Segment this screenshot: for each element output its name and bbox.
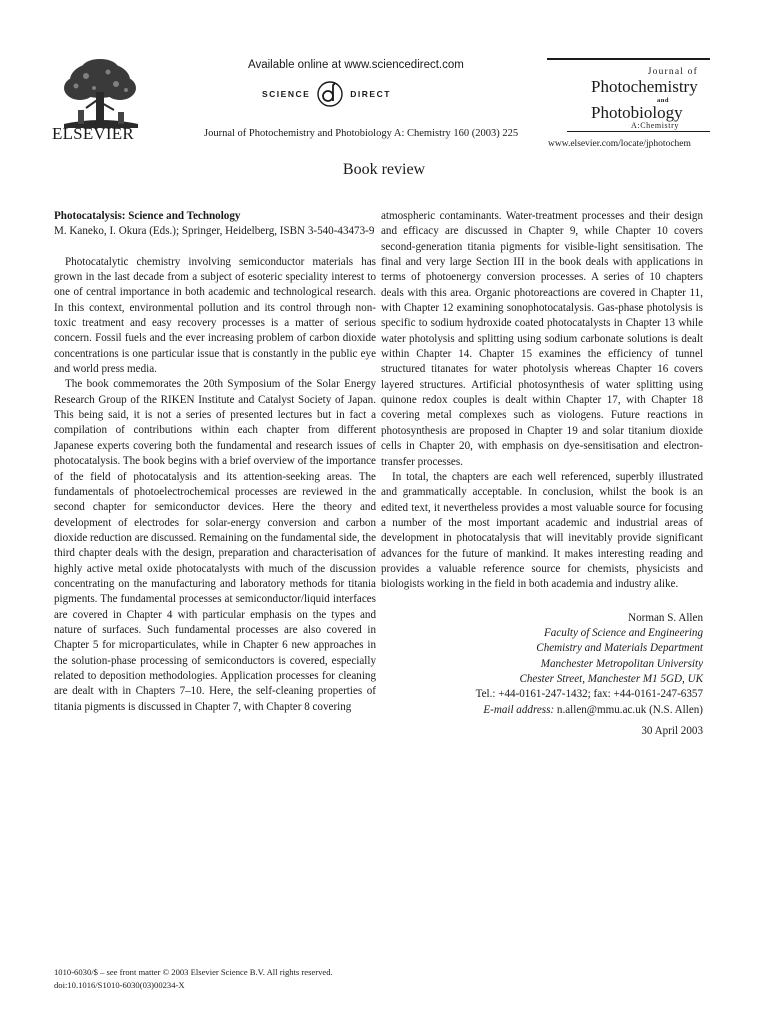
footer — [54, 966, 333, 992]
sciencedirect-left-text: SCIENCE — [262, 89, 311, 99]
author-phone: Tel.: +44-0161-247-1432; fax: +44-0161-247-6357 — [475, 688, 703, 701]
right-column — [381, 209, 703, 739]
author-address: Chester Street, Manchester M1 5GD, UK — [519, 672, 703, 685]
journal-logo-line1: Journal of — [647, 67, 698, 77]
journal-citation: Journal of Photochemistry and Photobiology A: Chemistry 160 (2003) 225 — [204, 128, 519, 139]
available-online-text: Available online at www.sciencedirect.com — [248, 59, 464, 71]
footer-doi: doi:10.1016/S1010-6030(03)00234-X — [54, 980, 185, 990]
left-column — [54, 209, 376, 715]
author-faculty: Faculty of Science and Engineering — [544, 626, 703, 639]
sciencedirect-d-icon — [316, 80, 344, 108]
sciencedirect-logo — [262, 80, 391, 108]
journal-logo-line2: Photochemistry — [591, 77, 698, 96]
author-email-line — [381, 703, 703, 718]
review-paragraph-2-part-a: The book commemorates the 20th Symposium of the Solar Energy Research Group of the RIKEN Institute and Catalyst Society of Japan. This being said, it is not a series of presented lectures but in fact a compilation of contributions within each chapter from different Japanese experts covering both the fundamental and research issues of photocatalysis. The book begins with a brief overview of the importance of the field of photocatalysis and its attention-seeking areas. The fundamentals of photoelectrochemical processes are reviewed in the second chapter for semiconductor devices. Here the theory and development of electrodes for solar-energy conversion and carbon dioxide reduction are discussed. Remaining on the fundamental side, the third chapter deals with the design, preparation and characterisation of highly active metal oxide photocatalysts with much of the discussion concentrating on the manufacturing and laboratory methods for titania pigments. The fundamental processes at semiconductor/liquid interfaces are covered in Chapter 4 with particular emphasis on the types and nature of surfaces. Such fundamental processes are also covered in Chapter 5 for microparticulates, while in Chapter 6 new approaches in the solution-phase processing of semiconductors is covered, especially related to deposition methodologies. Application processes for cleaning are dealt with in Chapters 7–10. Here, the self-cleaning properties of titania pigments is discussed in Chapter 7, with Chapter 8 covering — [54, 378, 376, 713]
journal-logo — [547, 58, 710, 132]
author-email[interactable]: n.allen@mmu.ac.uk (N.S. Allen) — [556, 703, 703, 716]
book-title: Photocatalysis: Science and Technology — [54, 210, 241, 222]
author-department: Chemistry and Materials Department — [536, 642, 703, 655]
journal-logo-line5: A:Chemistry — [631, 121, 679, 130]
journal-logo-top-rule — [547, 58, 710, 60]
review-date: 30 April 2003 — [641, 725, 703, 737]
journal-logo-line4: Photobiology — [591, 103, 683, 122]
review-paragraph-1: Photocatalytic chemistry involving semiconductor materials has grown in the last decade from a subject of esoteric speciality interest to one of central importance in both academic and technological research. In this context, environmental pollution and its control through non-toxic treatment and easy recovery processes is a matter of serious concern. Fossil fuels and the ever increasing problem of carbon dioxide concentrations is one particular issue that is constantly in the public eye and world press media. — [54, 255, 376, 376]
journal-logo-bottom-rule — [567, 131, 710, 132]
sciencedirect-right-text: DIRECT — [350, 89, 391, 99]
publisher-name: ELSEVIER — [52, 124, 134, 143]
review-paragraph-3: In total, the chapters are each well referenced, superbly illustrated and grammatically acceptable. In conclusion, whilst the book is an edited text, it nevertheless provides a most valuable source for focusing a number of the most important academic and industrial areas of development in photocatalysis that will inevitably provide significant advances for the future of mankind. It makes interesting reading and provides a valuable reference source for chemists, physicists and biologists working in the field in both academia and industry alike. — [381, 470, 703, 591]
section-title: Book review — [342, 161, 426, 178]
journal-logo-line3: and — [657, 97, 669, 104]
book-details: M. Kaneko, I. Okura (Eds.); Springer, Heidelberg, ISBN 3-540-43473-9 — [54, 225, 375, 238]
journal-homepage-link[interactable]: www.elsevier.com/locate/jphotochem — [548, 139, 691, 149]
author-name: Norman S. Allen — [628, 611, 703, 624]
footer-copyright: 1010-6030/$ – see front matter © 2003 Elsevier Science B.V. All rights reserved. — [54, 967, 333, 977]
review-paragraph-2-part-b: atmospheric contaminants. Water-treatment processes and their design and efficacy are discussed in Chapter 9, while Chapter 10 covers second-generation titania pigments for visible-light sensitisation. The final and very large Section III in the book deals with applications in terms of photoenergy conversion processes. A series of 10 chapters deals with this area. Organic photoreactions are covered in Chapter 11, with Chapter 12 examining sonophotocatalysis. Gas-phase photolysis is specific to sodium hydroxide coated photocatalysts in Chapter 13 while water photolysis and splitting using sodium carbonate solutions is dealt within Chapter 14. Chapter 15 examines the efficiency of tunnel structured titanates for water photolysis whereas Chapter 16 covers layered structures. Artificial photosynthesis of water splitting using quinone redox couples is dealt within Chapter 17, with Chapter 18 covering metal complexes such as viologens. Future reactions in photosynthesis are proposed in Chapter 19 and solar titanium dioxide cells in Chapter 20, with emphasis on dye-sensitisation and electron-transfer processes. — [381, 210, 703, 468]
email-label: E-mail address: — [483, 703, 555, 716]
author-university: Manchester Metropolitan University — [540, 657, 703, 670]
